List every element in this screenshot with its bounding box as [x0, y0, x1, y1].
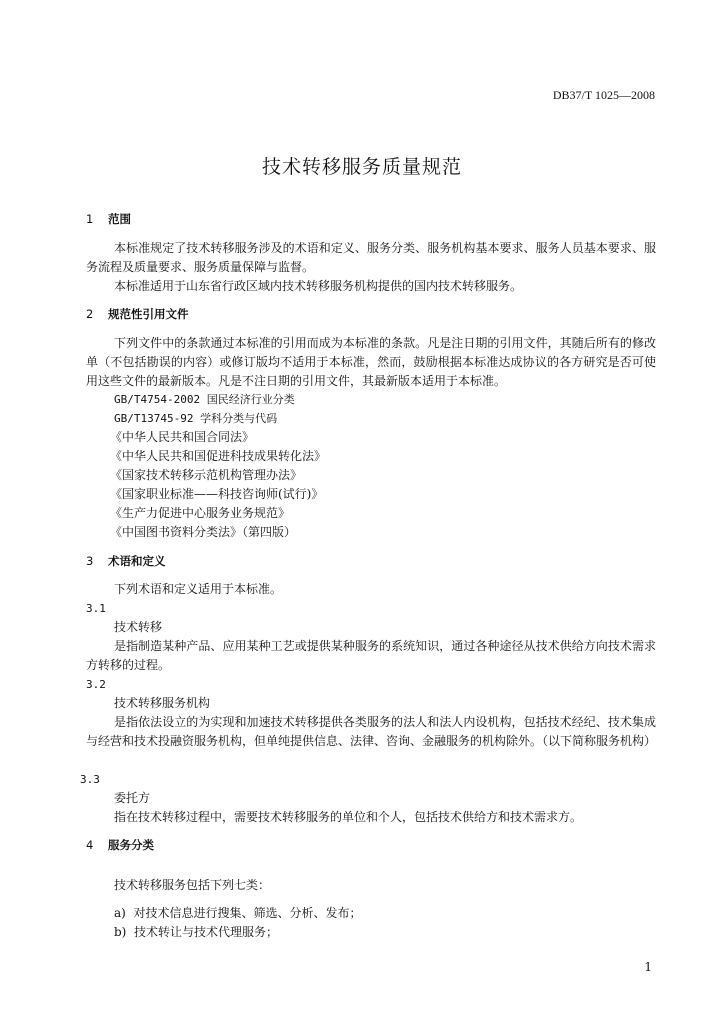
page-title: 技术转移服务质量规范 [261, 156, 462, 178]
section-title: 范围 [108, 212, 131, 226]
section-4-heading [86, 836, 154, 855]
term-definition: 是指制造某种产品、应用某种工艺或提供某种服务的系统知识，通过各种途径从技术供给方向技术需求方转移的过程。 [86, 639, 656, 672]
section-number: 4 [86, 838, 94, 852]
reference-item: 《生产力促进中心服务业务规范》 [110, 506, 291, 520]
term-name: 技术转移服务机构 [114, 696, 211, 710]
list-marker: a) [114, 906, 126, 920]
list-text: 对技术信息进行搜集、筛选、分析、发布； [133, 906, 362, 920]
reference-item: 《中华人民共和国合同法》 [110, 430, 255, 444]
reference-item: 《国家技术转移示范机构管理办法》 [110, 468, 303, 482]
section-1-heading [86, 210, 131, 229]
reference-item: 《国家职业标准——科技咨询师(试行)》 [110, 487, 324, 501]
reference-item: 《中国图书资料分类法》（第四版） [110, 525, 297, 539]
term-name: 委托方 [114, 791, 151, 805]
section-1-paragraph-2: 本标准适用于山东省行政区域内技术转移服务机构提供的国内技术转移服务。 [114, 279, 523, 293]
list-marker: b) [114, 925, 127, 939]
list-item [114, 904, 362, 923]
section-title: 服务分类 [108, 838, 154, 852]
section-1-paragraph-1: 本标准规定了技术转移服务涉及的术语和定义、服务分类、服务机构基本要求、服务人员基本要求、服务流程及质量要求、服务质量保障与监督。 [86, 241, 656, 274]
reference-item: GB/T13745-92 学科分类与代码 [114, 412, 278, 425]
section-2-heading [86, 305, 189, 324]
section-title: 术语和定义 [108, 554, 166, 568]
reference-item: 《中华人民共和国促进科技成果转化法》 [110, 449, 327, 463]
page-number: 1 [644, 960, 652, 974]
term-definition: 是指依法设立的为实现和加速技术转移提供各类服务的法人和法人内设机构，包括技术经纪、技术集成与经营和技术投融资服务机构，但单纯提供信息、法律、咨询、金融服务的机构除外。（以下简称服务机构） [86, 715, 657, 748]
section-4-intro: 技术转移服务包括下列七类： [114, 878, 271, 892]
term-name: 技术转移 [114, 620, 163, 634]
section-3-heading [86, 552, 166, 571]
term-number: 3.2 [86, 678, 106, 691]
list-item [114, 923, 278, 942]
list-text: 技术转让与技术代理服务； [134, 925, 279, 939]
reference-item: GB/T4754-2002 国民经济行业分类 [114, 393, 295, 406]
section-title: 规范性引用文件 [108, 307, 189, 321]
section-number: 2 [86, 307, 94, 321]
section-number: 1 [86, 212, 94, 226]
section-2-paragraph: 下列文件中的条款通过本标准的引用而成为本标准的条款。凡是注日期的引用文件，其随后所有的修改单（不包括勘误的内容）或修订版均不适用于本标准，然而，鼓励根据本标准达成协议的各方研究是否可使用这些文件的最新版本。凡是不注日期的引用文件，其最新版本适用于本标准。 [86, 336, 656, 388]
term-number: 3.3 [80, 773, 100, 786]
section-3-intro: 下列术语和定义适用于本标准。 [114, 582, 283, 596]
term-definition: 指在技术转移过程中，需要技术转移服务的单位和个人，包括技术供给方和技术需求方。 [114, 810, 583, 824]
term-number: 3.1 [86, 602, 106, 615]
section-number: 3 [86, 554, 94, 568]
document-number: DB37/T 1025—2008 [552, 88, 655, 102]
